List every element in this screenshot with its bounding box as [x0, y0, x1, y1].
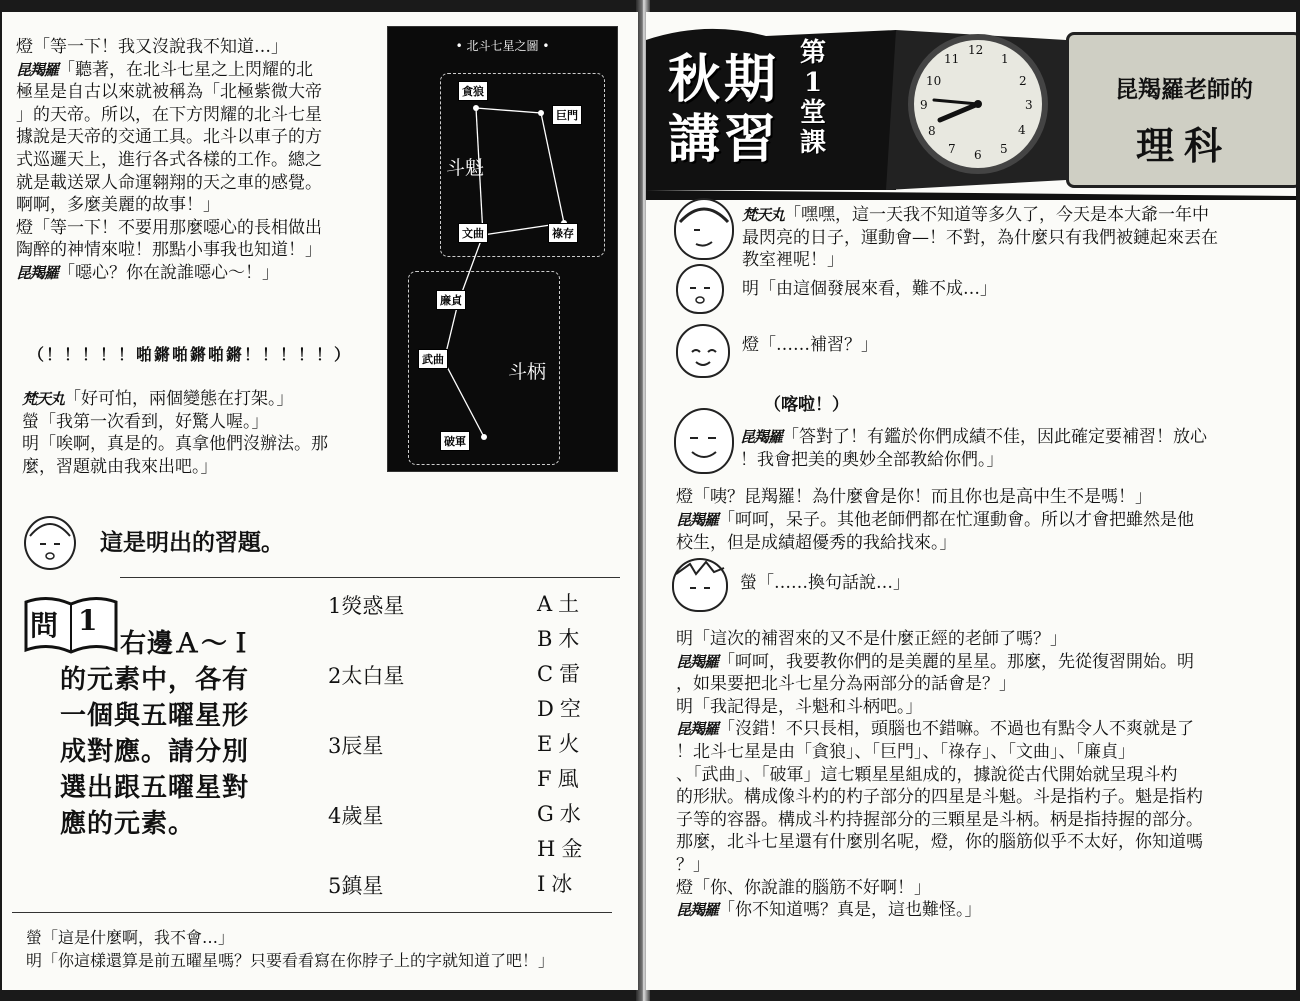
dialogue-line	[22, 411, 377, 434]
dialogue-top	[16, 36, 386, 285]
dialogue-text: ，如果要把北斗七星分為兩部分的話會是？」	[676, 674, 1016, 695]
dialogue-line	[22, 433, 377, 456]
planet-option: 1熒惑星	[328, 594, 405, 618]
akari-face-icon	[678, 326, 728, 376]
clock-number: 4	[1018, 123, 1026, 137]
element-option: G水	[537, 802, 587, 826]
plate-title: 理科	[1135, 123, 1232, 168]
konkara-face-icon	[676, 410, 732, 472]
clock-number: 9	[920, 98, 928, 112]
question-line: 選出跟五曜星對	[60, 773, 250, 803]
element-option: F風	[537, 767, 585, 791]
term-title	[668, 50, 780, 170]
dialogue-line	[742, 204, 1282, 227]
dialogue-line	[676, 651, 1288, 674]
term-title-line: 講習	[668, 109, 781, 170]
dialogue-line	[676, 786, 1288, 809]
dialogue-text: 」的天帝。所以，在下方閃耀的北斗七星	[16, 104, 322, 125]
dialogue-text: 「答對了！有鑑於你們成績不佳，因此確定要補習！放心	[782, 427, 1208, 447]
dialogue-line	[16, 59, 386, 82]
ming-face-icon	[678, 266, 722, 312]
dialogue-line	[16, 81, 386, 104]
akari-avatar	[676, 324, 730, 378]
dialogue-line	[676, 628, 1288, 651]
dialogue-line	[742, 334, 1282, 357]
dialogue-text: 「嘿嘿，這一天我不知道等多久了，今天是本大爺一年中	[784, 205, 1210, 225]
lesson-char: 課	[799, 128, 826, 158]
dialogue-text: 「沒錯！不只長相，頭腦也不錯嘛。不過也有點令人不爽就是了	[718, 719, 1195, 740]
speaker-name: 昆羯羅	[740, 428, 783, 446]
question-number: 1	[78, 604, 98, 637]
dialogue-text: 校生，但是成績超優秀的我給找來。」	[676, 532, 957, 553]
plate-subtitle: 昆羯羅老師的	[1115, 76, 1253, 103]
dialogue-text: 「呵呵，我要教你們的是美麗的星星。那麼，先從復習開始。明	[718, 651, 1195, 672]
dialogue-text: ！我會把美的奧妙全部教給你們。」	[740, 449, 1004, 470]
dialogue-line	[676, 696, 1288, 719]
dialogue-text: 啊啊，多麼美麗的故事！」	[16, 195, 220, 216]
dialogue-line	[22, 456, 377, 479]
dialogue-line	[676, 831, 1288, 854]
dialogue-middle	[22, 388, 377, 478]
speaker-name: 昆羯羅	[676, 652, 719, 671]
speaker-name: 昆羯羅	[676, 901, 719, 920]
hotaru-avatar	[672, 558, 728, 612]
clock-number: 7	[948, 142, 956, 156]
dialogue-text: 「呵呵，呆子。其他老師們都在忙運動會。所以才會把雖然是他	[718, 510, 1195, 530]
dialogue-text: 子等的容器。構成斗杓持握部分的三顆星是斗柄。柄是指持握的部分。	[676, 809, 1203, 830]
dialogue-line	[16, 149, 386, 172]
question-line: 右邊Ａ～Ｉ	[120, 629, 256, 659]
lesson-char: 堂	[799, 98, 826, 128]
dialogue-text: 、「武曲」、「破軍」這七顆星星組成的，據說從古代開始就呈現斗杓	[676, 764, 1178, 785]
dialogue-line	[16, 262, 386, 285]
dialogue-text: 陶醉的神情來啦！那點小事我也知道！」	[16, 240, 322, 261]
dialogue-text: 燈「等一下！我又沒說我不知道…」	[16, 37, 288, 57]
dialogue-hotaru	[740, 572, 1280, 595]
divider	[12, 912, 612, 913]
dialogue-line	[16, 239, 386, 262]
star-label-jumen: 巨門	[552, 105, 582, 125]
speaker-name: 昆羯羅	[676, 720, 719, 739]
dialogue-text: 明「我記得是，斗魁和斗柄吧。」	[676, 696, 923, 717]
dialogue-line	[676, 718, 1288, 741]
dialogue-akari	[742, 334, 1282, 357]
konkara-avatar	[674, 408, 734, 474]
dialogue-text: 最閃亮的日子，運動會—！不對，為什麼只有我們被鏈起來丟在	[742, 227, 1218, 248]
dialogue-text: ！北斗七星是由「貪狼」、「巨門」、「祿存」、「文曲」、「廉貞」	[676, 741, 1135, 762]
dialogue-line	[16, 217, 386, 240]
dialogue-text: 那麼，北斗七星還有什麼別名呢，燈，你的腦筋似乎不太好，你知道嗎	[676, 832, 1203, 853]
dialogue-line	[26, 950, 626, 973]
sound-effect: （喀啦！）	[764, 395, 849, 415]
clock-number: 12	[968, 43, 984, 57]
clock-number: 1	[1001, 52, 1009, 66]
dialogue-text: 燈「咦？昆羯羅！為什麼會是你！而且你也是高中生不是嗎！」	[676, 487, 1152, 507]
star-label-pojun: 破軍	[440, 431, 470, 451]
dialogue-closing	[676, 628, 1288, 922]
dialogue-line	[676, 741, 1288, 764]
ming-avatar	[24, 516, 76, 570]
speaker-name: 昆羯羅	[16, 60, 59, 79]
dialogue-line	[676, 854, 1288, 877]
exercise-heading	[16, 512, 636, 572]
clock-number: 10	[926, 74, 942, 88]
dialogue-line	[676, 673, 1288, 696]
dialogue-text: 明「由這個發展來看，難不成…」	[742, 279, 997, 299]
element-option: I冰	[537, 872, 579, 896]
star-label-wenqu: 文曲	[458, 223, 488, 243]
dialogue-konkara	[740, 426, 1285, 471]
dialogue-text: 「你不知道嗎？真是，這也難怪。」	[718, 900, 982, 921]
dialogue-line	[676, 764, 1288, 787]
dialogue-text: 螢「……換句話說…」	[740, 573, 910, 593]
map-title: • 北斗七星之圖 •	[455, 39, 550, 53]
dialogue-text: 就是載送眾人命運翱翔的天之車的感覺。	[16, 172, 322, 193]
star-label-lucun: 祿存	[548, 223, 578, 243]
dialogue-line	[16, 126, 386, 149]
dialogue-text: 明「這次的補習來的又不是什麼正經的老師了嗎？」	[676, 629, 1067, 649]
dialogue-text: 「噁心？你在說誰噁心〜！」	[58, 262, 280, 283]
dialogue-text: 明「唉啊，真是的。真拿他們沒辦法。那	[22, 434, 328, 455]
question-text	[60, 626, 305, 842]
subject-plate	[1066, 32, 1296, 188]
dialogue-bottom	[26, 927, 626, 972]
bontenmaru-avatar	[674, 198, 734, 260]
clock-number: 11	[944, 52, 960, 66]
dialogue-line	[16, 194, 386, 217]
dialogue-line	[676, 532, 1286, 555]
dialogue-line	[676, 877, 1288, 900]
question-line: 成對應。請分別	[60, 737, 250, 767]
clock-number: 8	[928, 124, 936, 138]
speaker-name: 昆羯羅	[676, 511, 719, 529]
planet-option: 2太白星	[328, 664, 405, 688]
question-line: 應的元素。	[60, 809, 196, 839]
dialogue-line	[26, 927, 626, 950]
right-page	[646, 12, 1296, 990]
ming-avatar	[676, 264, 724, 314]
chapter-banner	[646, 20, 1296, 200]
planet-option: 4歲星	[328, 804, 384, 828]
dialogue-line	[16, 104, 386, 127]
clock-icon	[908, 34, 1048, 174]
zone-label-doukui: 斗魁	[446, 157, 485, 179]
big-dipper-map	[387, 26, 618, 472]
clock-number: 5	[1000, 142, 1008, 156]
question-line: 的元素中，各有	[60, 665, 250, 695]
dialogue-bontenmaru	[742, 204, 1282, 272]
map-title-text: 北斗七星之圖	[466, 39, 539, 53]
dialogue-line	[740, 426, 1285, 449]
clock-number: 3	[1025, 98, 1033, 112]
dialogue-text: 燈「……補習？」	[742, 335, 878, 355]
dialogue-line	[742, 249, 1282, 272]
dialogue-text: 「聽著，在北斗七星之上閃耀的北	[58, 59, 314, 80]
sound-effect: （！！！！！啪鏘啪鏘啪鏘！！！！！）	[28, 345, 353, 364]
dialogue-line	[16, 172, 386, 195]
clock-number: 6	[974, 148, 982, 162]
star-label-tanlang: 貪狼	[458, 81, 488, 101]
planet-option: 5鎮星	[328, 874, 384, 898]
dialogue-text: 極星是自古以來就被稱為「北極紫微大帝	[16, 82, 322, 103]
dialogue-text: 「好可怕，兩個變態在打架。」	[64, 389, 294, 409]
speaker-name: 昆羯羅	[16, 263, 59, 282]
dialogue-line	[742, 278, 1282, 301]
dialogue-text: 的形狀。構成像斗杓的杓子部分的四星是斗魁。斗是指杓子。魁是指杓	[676, 787, 1203, 808]
dialogue-line	[742, 227, 1282, 250]
dialogue-line	[676, 809, 1288, 832]
term-title-line: 秋期	[668, 49, 781, 110]
dialogue-line	[740, 572, 1280, 595]
dialogue-line	[740, 449, 1285, 472]
dialogue-line	[676, 486, 1286, 509]
bontenmaru-face-icon	[676, 200, 732, 258]
star-label-lianzhen: 廉貞	[436, 290, 466, 310]
star-label-wuqu: 武曲	[418, 349, 448, 369]
element-option: H金	[537, 837, 589, 861]
dialogue-text: 麼，習題就由我來出吧。」	[22, 456, 218, 477]
dialogue-text: 燈「等一下！不要用那麼噁心的長相做出	[16, 217, 322, 238]
dialogue-text: ？」	[676, 854, 710, 875]
dialogue-line	[676, 509, 1286, 532]
dialogue-text: 螢「我第一次看到，好驚人喔。」	[22, 411, 269, 432]
dialogue-akari-2	[676, 486, 1286, 509]
dialogue-line	[676, 899, 1288, 922]
question-line: 一個與五曜星形	[60, 701, 250, 731]
clock-number: 2	[1019, 74, 1027, 88]
zone-label-doubing: 斗柄	[508, 361, 547, 383]
constellation-lines	[388, 27, 617, 471]
element-option: D空	[537, 697, 587, 721]
element-option: E火	[537, 732, 586, 756]
dialogue-text: 明「你這樣還算是前五曜星嗎？只要看看寫在你脖子上的字就知道了吧！」	[26, 950, 555, 970]
speaker-name: 梵天丸	[22, 390, 65, 408]
divider	[120, 577, 620, 578]
dialogue-line	[22, 388, 377, 411]
exercise-title: 這是明出的習題。	[100, 529, 284, 556]
left-page	[2, 12, 638, 990]
dialogue-text: 式巡邏天上，進行各式各樣的工作。總之	[16, 149, 322, 170]
element-option: A土	[537, 592, 586, 616]
ming-face-icon	[26, 518, 74, 568]
lesson-char: 1	[803, 68, 823, 98]
question-badge-label: 問	[30, 609, 59, 642]
speaker-name: 梵天丸	[742, 206, 785, 224]
dialogue-text: 螢「這是什麼啊，我不會…」	[26, 928, 235, 947]
planet-option: 3辰星	[328, 734, 384, 758]
dialogue-konkara-2	[676, 509, 1286, 554]
element-option: C雷	[537, 662, 587, 686]
lesson-char: 第	[799, 38, 826, 68]
dialogue-text: 據說是天帝的交通工具。北斗以車子的方	[16, 127, 322, 148]
dialogue-text: 燈「你、你說誰的腦筋不好啊！」	[676, 877, 931, 898]
dialogue-line	[16, 36, 386, 59]
dialogue-ming	[742, 278, 1282, 301]
element-option: B木	[537, 627, 586, 651]
lesson-label	[796, 38, 830, 158]
dialogue-text: 教室裡呢！」	[742, 250, 844, 271]
hotaru-face-icon	[674, 560, 726, 610]
